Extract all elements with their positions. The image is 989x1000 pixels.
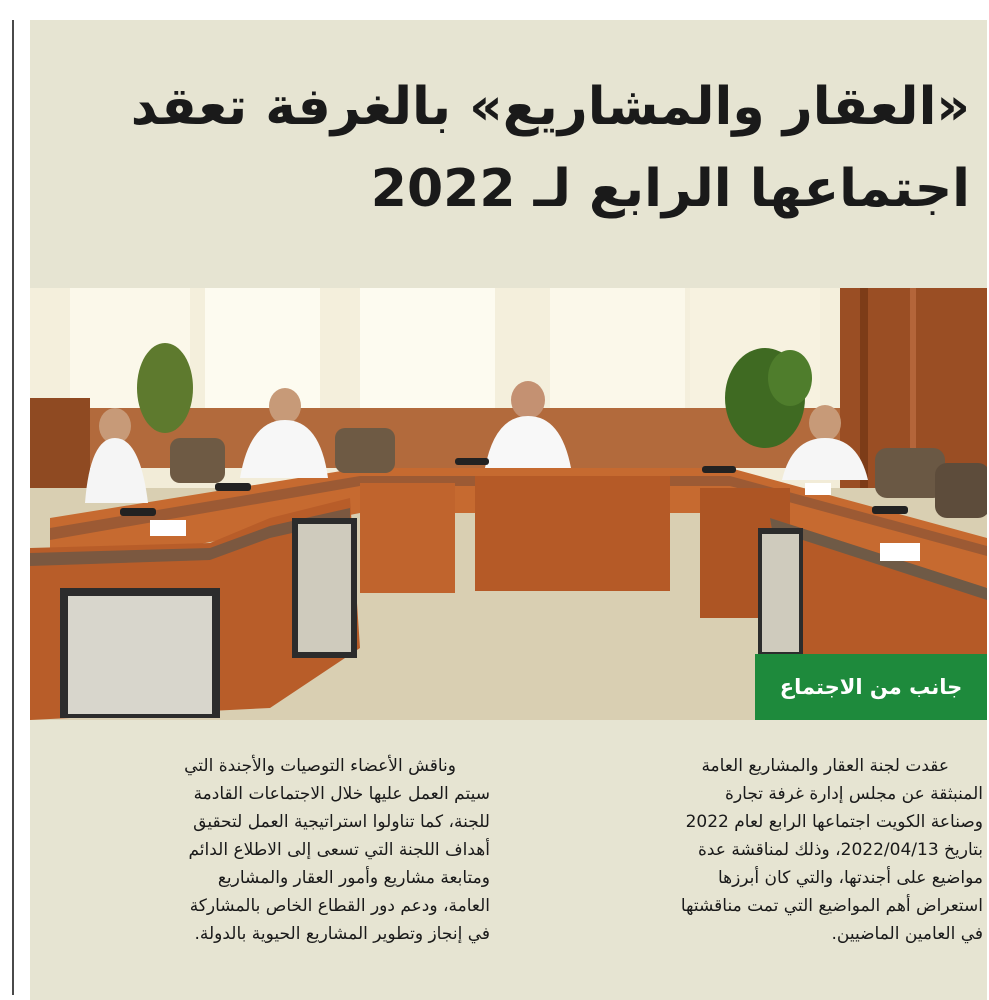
body-line: عقدت لجنة العقار والمشاريع العامة (701, 756, 949, 776)
body-line: سيتم العمل عليها خلال الاجتماعات القادمة (193, 784, 490, 804)
body-line: للجنة، كما تناولوا استراتيجية العمل لتحقيق (193, 812, 490, 832)
body-line: العامة، ودعم دور القطاع الخاص بالمشاركة (189, 896, 490, 916)
body-line: مواضيع على أجندتها، والتي كان أبرزها (717, 868, 983, 888)
headline-line-1: «العقار والمشاريع» بالغرفة تعقد (130, 77, 970, 137)
body-line: المنبثقة عن مجلس إدارة غرفة تجارة (725, 784, 983, 804)
body-line: استعراض أهم المواضيع التي تمت مناقشتها (680, 896, 983, 916)
body-line: بتاريخ 2022/04/13، وذلك لمناقشة عدة (697, 840, 983, 860)
body-column-right (505, 752, 983, 948)
headline-line-2: اجتماعها الرابع لـ 2022 (370, 159, 970, 219)
body-line: وناقش الأعضاء التوصيات والأجندة التي (184, 756, 456, 776)
body-line: أهداف اللجنة التي تسعى إلى الاطلاع الدائم (188, 840, 490, 860)
article-headline (40, 66, 970, 230)
body-line: في العامين الماضيين. (831, 924, 983, 944)
body-line: وصناعة الكويت اجتماعها الرابع لعام 2022 (685, 812, 983, 832)
body-column-left (36, 752, 490, 948)
photo-caption: جانب من الاجتماع (755, 654, 987, 720)
body-line: ومتابعة مشاريع وأمور العقار والمشاريع (217, 868, 490, 888)
body-line: في إنجاز وتطوير المشاريع الحيوية بالدولة. (194, 924, 490, 944)
column-divider-rule (12, 20, 14, 995)
